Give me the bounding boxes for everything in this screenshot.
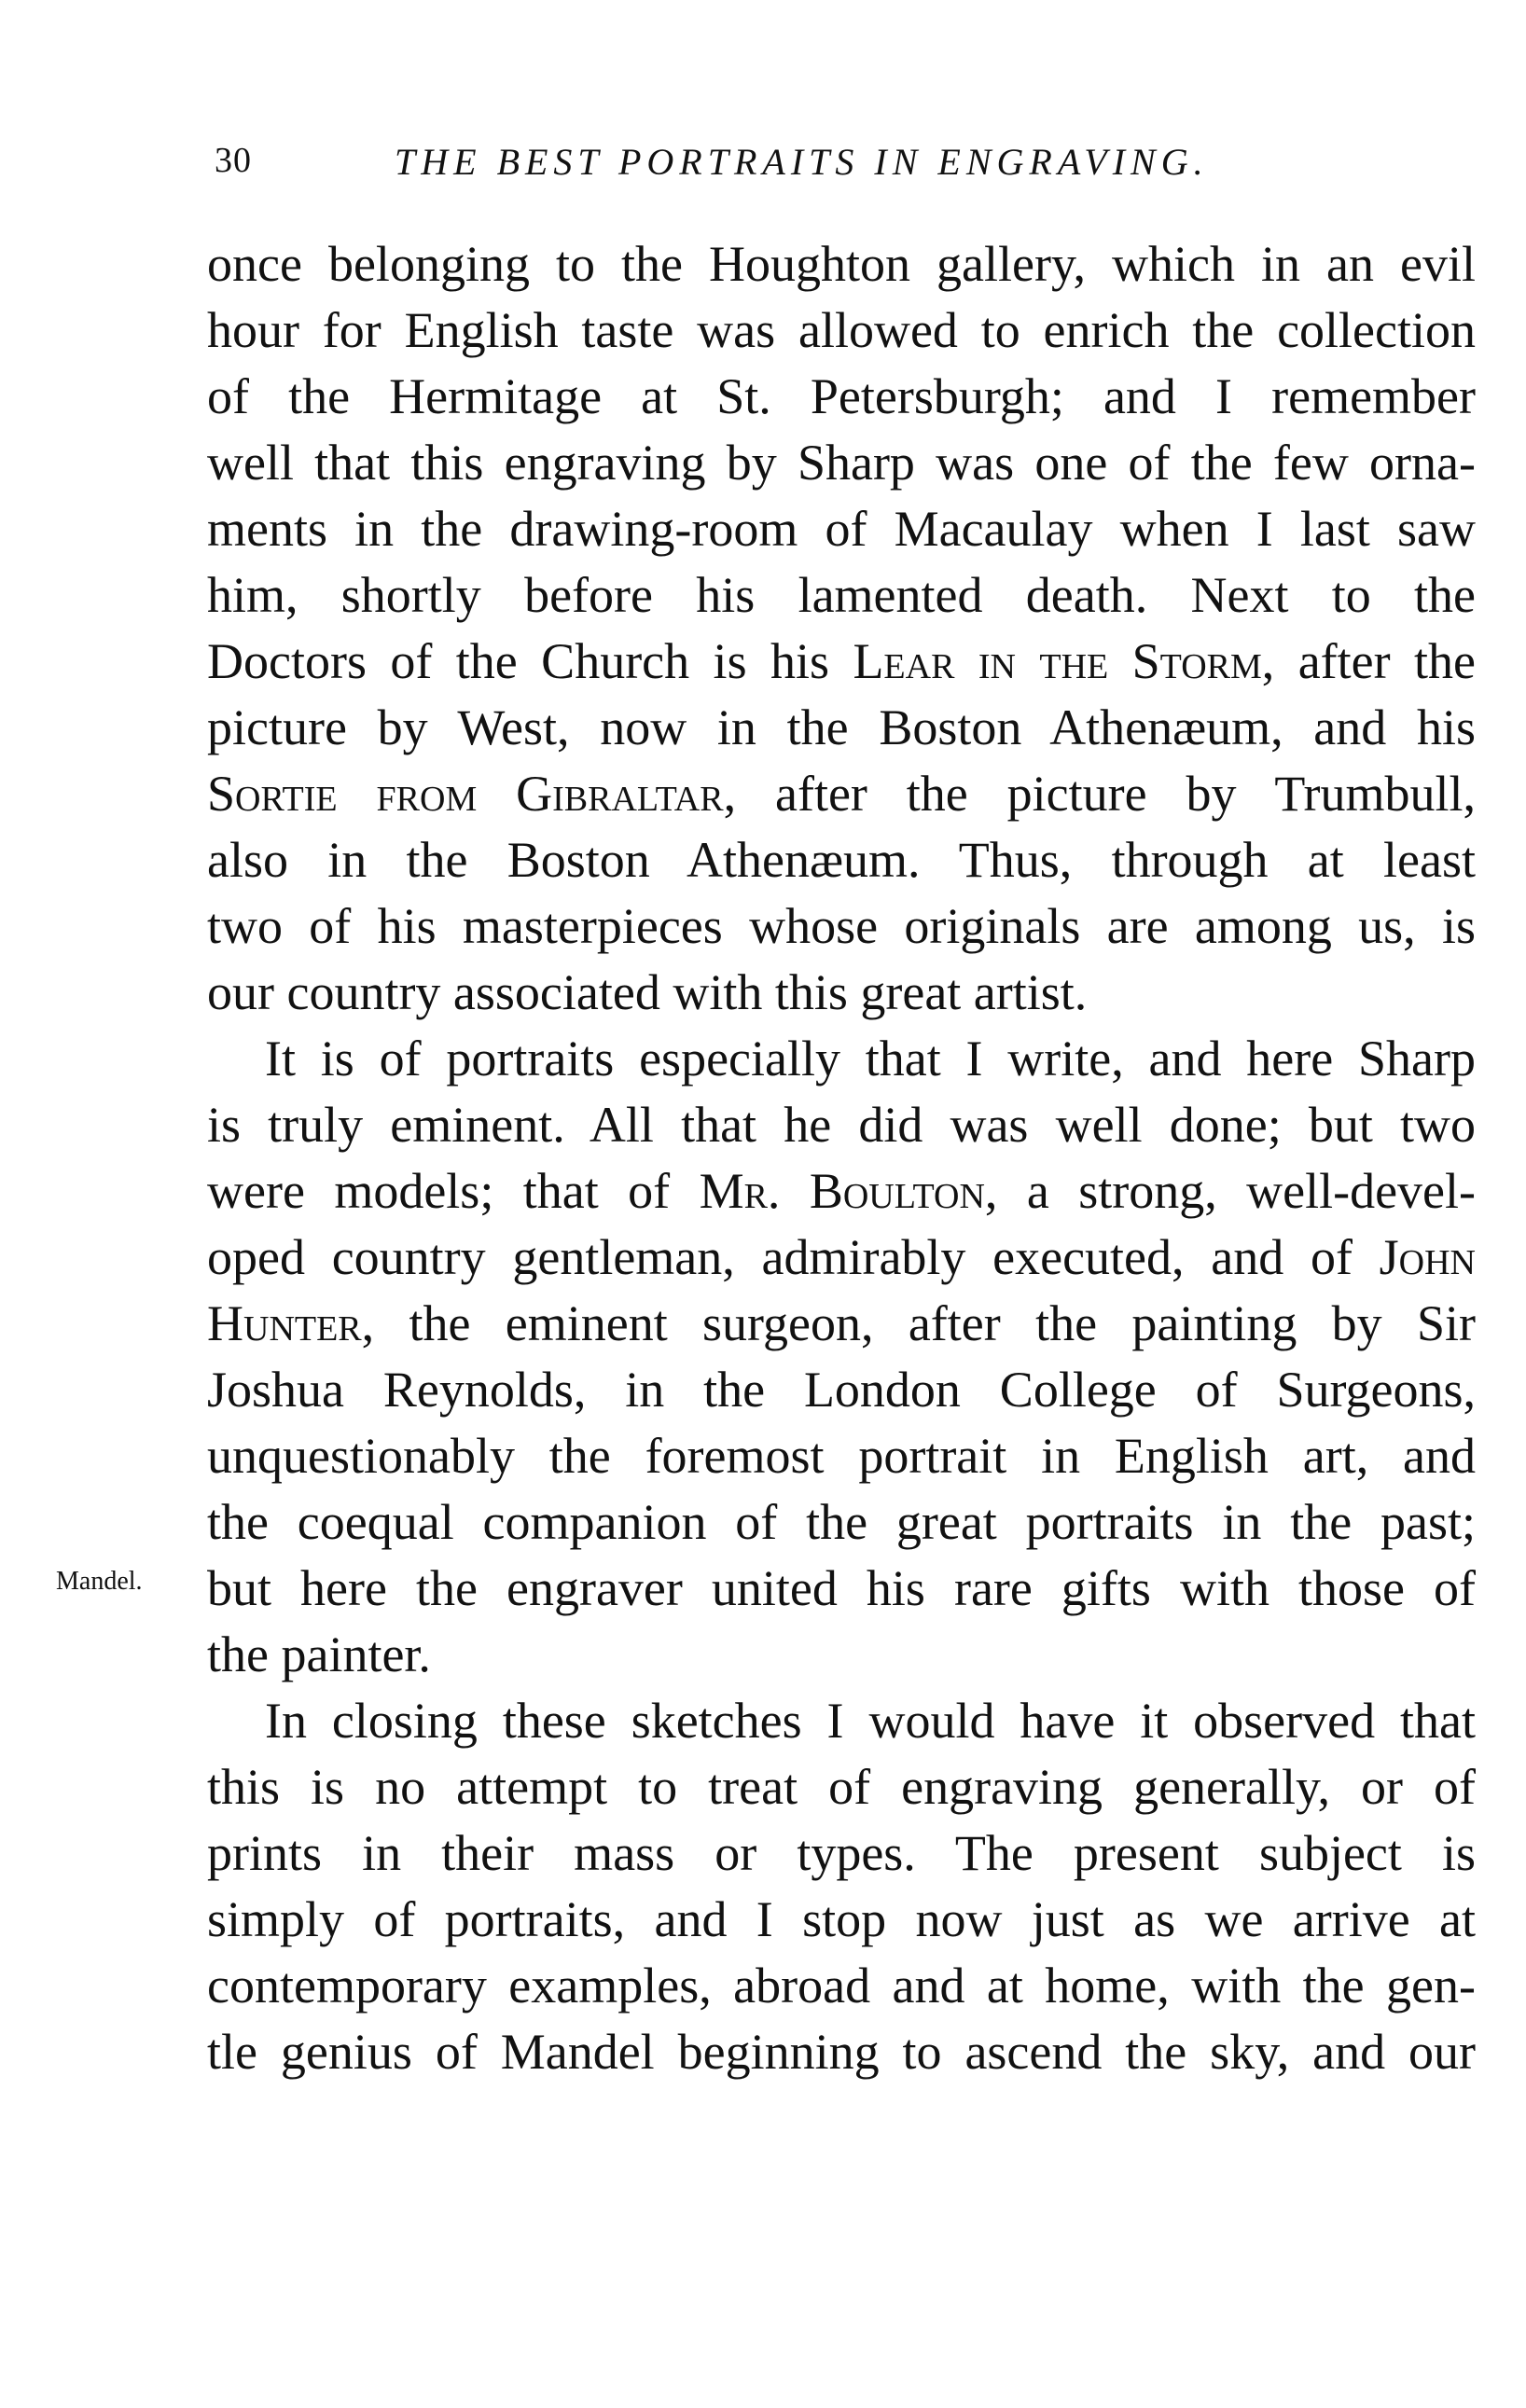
text-line: but here the engraver united his rare gifts with those of bbox=[207, 1560, 1476, 1616]
text-line: once belonging to the Houghton gallery, which in an evil bbox=[207, 236, 1476, 292]
text-line: In closing these sketches I would have it observed that bbox=[265, 1693, 1476, 1749]
paragraph bbox=[207, 1026, 1476, 1688]
page-header bbox=[203, 140, 1481, 196]
text-line: picture by West, now in the Boston Athenæum, and his bbox=[207, 699, 1476, 755]
text-line: prints in their mass or types. The present subject is bbox=[207, 1825, 1476, 1881]
text-line: the painter. bbox=[207, 1626, 431, 1682]
text-line: were models; that of Mr. Boulton, a strong, well-devel- bbox=[207, 1163, 1476, 1219]
text-line: tle genius of Mandel beginning to ascend the sky, and our bbox=[207, 2024, 1476, 2080]
text-line: contemporary examples, abroad and at home, with the gen- bbox=[207, 1958, 1476, 2014]
paragraph bbox=[207, 1688, 1476, 2085]
text-line: the coequal companion of the great portraits in the past; bbox=[207, 1494, 1476, 1550]
page-number: 30 bbox=[215, 141, 252, 180]
text-line: Joshua Reynolds, in the London College of Surgeons, bbox=[207, 1362, 1476, 1418]
body-text bbox=[207, 231, 1476, 2085]
text-line: him, shortly before his lamented death. Next to the bbox=[207, 567, 1476, 623]
text-line: oped country gentleman, admirably executed, and of John bbox=[207, 1229, 1476, 1285]
text-line: of the Hermitage at St. Petersburgh; and I remember bbox=[207, 368, 1476, 424]
text-line: is truly eminent. All that he did was well done; but two bbox=[207, 1097, 1476, 1153]
text-line: Doctors of the Church is his Lear in the Storm, after the bbox=[207, 633, 1476, 689]
text-line: well that this engraving by Sharp was one of the few orna- bbox=[207, 435, 1476, 491]
text-line: our country associated with this great artist. bbox=[207, 964, 1088, 1020]
margin-note: Mandel. bbox=[56, 1567, 143, 1596]
text-line: this is no attempt to treat of engraving generally, or of bbox=[207, 1759, 1476, 1815]
text-line: two of his masterpieces whose originals are among us, is bbox=[207, 898, 1476, 954]
text-line: also in the Boston Athenæum. Thus, through at least bbox=[207, 832, 1476, 888]
text-line: unquestionably the foremost portrait in English art, and bbox=[207, 1428, 1476, 1484]
running-head: THE BEST PORTRAITS IN ENGRAVING. bbox=[395, 141, 1209, 183]
text-line: hour for English taste was allowed to enrich the collection bbox=[207, 302, 1476, 358]
text-line: ments in the drawing-room of Macaulay when I last saw bbox=[207, 501, 1476, 557]
text-line: simply of portraits, and I stop now just as we arrive at bbox=[207, 1891, 1476, 1947]
text-line: It is of portraits especially that I write, and here Sharp bbox=[265, 1031, 1476, 1086]
text-line: Hunter, the eminent surgeon, after the painting by Sir bbox=[207, 1295, 1476, 1351]
paragraph bbox=[207, 231, 1476, 1026]
text-line: Sortie from Gibraltar, after the picture by Trumbull, bbox=[207, 766, 1476, 822]
